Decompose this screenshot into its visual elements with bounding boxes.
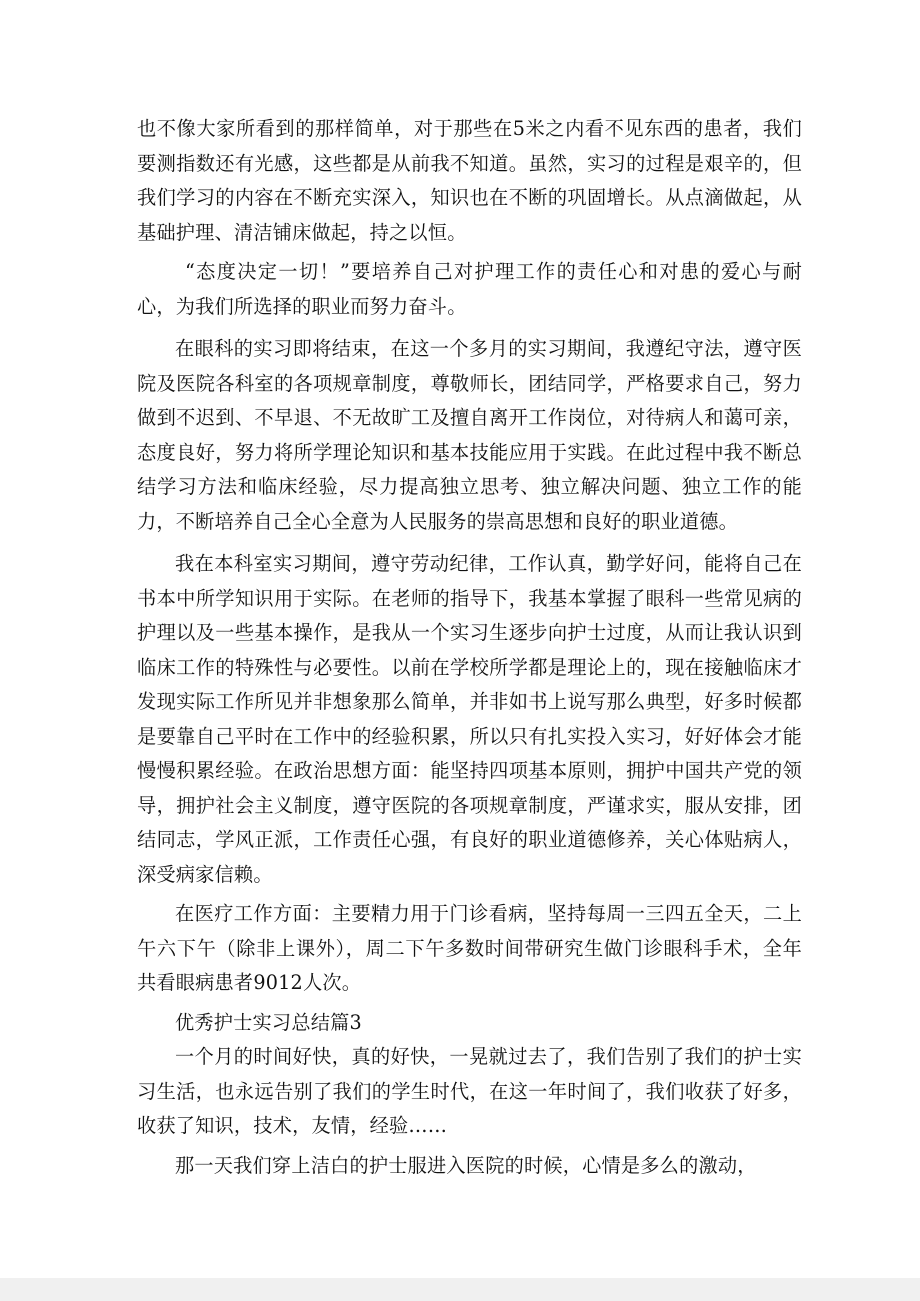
paragraph-month-passed: 一个月的时间好快，真的好快，一晃就过去了，我们告别了我们的护士实习生活，也永远告别了我们的学生时代，在这一年时间了，我们收获了好多，收获了知识，技术，友情，经验…… <box>137 1045 802 1137</box>
paragraph-attitude-quote: “态度决定一切！”要培养自己对护理工作的责任心和对患的爱心与耐心，为我们所选择的职业而努力奋斗。 <box>137 260 802 318</box>
section-heading: 优秀护士实习总结篇3 <box>175 1010 362 1034</box>
page-bottom-band <box>0 1278 920 1301</box>
paragraph-eye-exam-intro: 也不像大家所看到的那样简单，对于那些在5米之内看不见东西的患者，我们要测指数还有光感，这些都是从前我不知道。虽然，实习的过程是艰辛的，但我们学习的内容在不断充实深入，知识也在不断的巩固增长。从点滴做起，从基础护理、清洁铺床做起，持之以恒。 <box>137 117 802 244</box>
paragraph-medical-work: 在医疗工作方面：主要精力用于门诊看病，坚持每周一三四五全天，二上午六下午（除非上课外），周二下午多数时间带研究生做门诊眼科手术，全年共看眼病患者9012人次。 <box>137 902 802 994</box>
paragraph-department-practice: 我在本科室实习期间，遵守劳动纪律，工作认真，勤学好问，能将自己在书本中所学知识用于实际。在老师的指导下，我基本掌握了眼科一些常见病的护理以及一些基本操作，是我从一个实习生逐步向护士过度，从而让我认识到临床工作的特殊性与必要性。以前在学校所学都是理论上的，现在接触临床才发现实际工作所见并非想象那么简单，并非如书上说写那么典型，好多时候都是要靠自己平时在工作中的经验积累，所以只有扎实投入实习，好好体会才能慢慢积累经验。在政治思想方面：能坚持四项基本原则，拥护中国共产党的领导，拥护社会主义制度，遵守医院的各项规章制度，严谨求实，服从安排，团结同志，学风正派，工作责任心强，有良好的职业道德修养，关心体贴病人，深受病家信赖。 <box>137 552 802 886</box>
paragraph-internship-conduct: 在眼科的实习即将结束，在这一个多月的实习期间，我遵纪守法，遵守医院及医院各科室的各项规章制度，尊敬师长，团结同学，严格要求自己，努力做到不迟到、不早退、不无故旷工及擅自离开工作岗位，对待病人和蔼可亲，态度良好，努力将所学理论知识和基本技能应用于实践。在此过程中我不断总结学习方法和临床经验，尽力提高独立思考、独立解决问题、独立工作的能力，不断培养自己全心全意为人民服务的崇高思想和良好的职业道德。 <box>137 337 802 533</box>
document-body <box>137 112 802 1183</box>
paragraph-first-day: 那一天我们穿上洁白的护士服进入医院的时候，心情是多么的激动， <box>175 1153 757 1177</box>
